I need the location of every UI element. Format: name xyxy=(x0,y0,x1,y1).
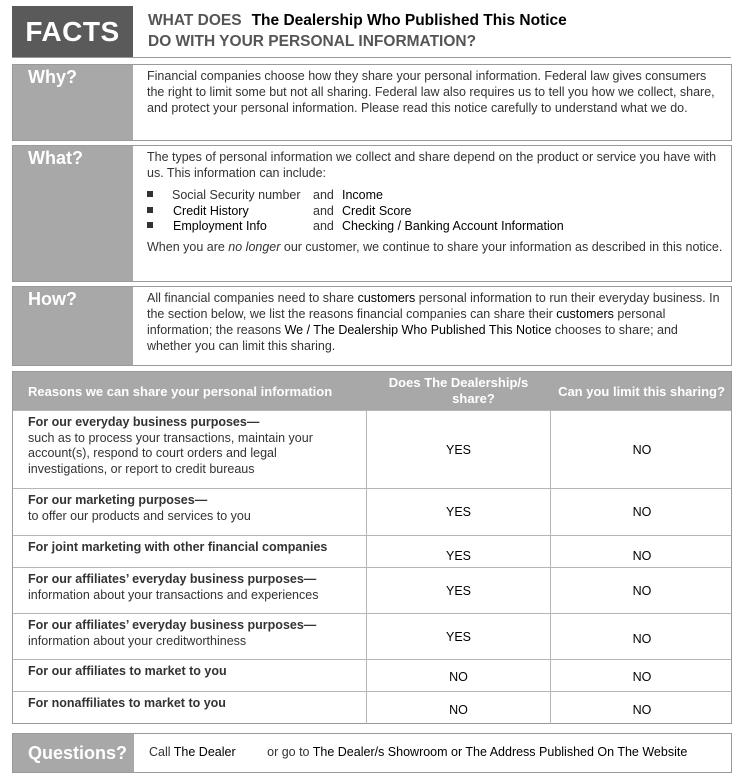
what-intro: The types of personal information we collect and share depend on the product or service you have with us. This information can include: xyxy=(147,150,717,180)
list-item xyxy=(147,218,723,234)
bullet-left: Social Security number xyxy=(172,188,301,202)
list-item xyxy=(147,187,723,203)
how-part4: chooses to share; and whether you can limit this sharing. xyxy=(147,323,678,353)
table-row xyxy=(13,567,731,613)
bullet-left: Credit History xyxy=(173,203,249,218)
facts-label: FACTS xyxy=(12,6,133,57)
goto-fill: The Dealer/s Showroom or The Address Published On The Website xyxy=(312,745,688,759)
bullet-square-icon xyxy=(147,207,153,213)
header-dealer-name: The Dealership Who Published This Notice xyxy=(251,12,567,29)
share-cell: YES xyxy=(366,536,550,567)
share-cell: YES xyxy=(366,489,550,535)
closing-prefix: When you are xyxy=(147,239,229,254)
sharing-reasons-table xyxy=(12,371,732,724)
share-cell: NO xyxy=(366,660,550,691)
limit-cell: NO xyxy=(550,568,733,613)
header-does-share xyxy=(367,375,550,407)
bullet-joiner: and xyxy=(313,219,334,233)
header-reason: Reasons we can share your personal information xyxy=(28,384,333,399)
share-cell: YES xyxy=(366,411,550,488)
how-fill-customers: customers xyxy=(556,307,614,321)
table-row xyxy=(13,410,731,488)
bullet-joiner: and xyxy=(313,188,334,202)
reason-title: For our affiliates’ everyday business purposes— xyxy=(28,572,317,586)
notice-header xyxy=(12,6,731,58)
why-label: Why? xyxy=(13,65,133,140)
goto-prefix: or go to xyxy=(267,745,310,759)
call-fill: The Dealer xyxy=(173,745,236,759)
reason-cell xyxy=(28,493,358,524)
bullet-square-icon xyxy=(147,222,153,228)
how-part2: personal information to run their everyday business. In the section below, we list the reasons financial companies can share their xyxy=(147,291,720,321)
reason-title: For our marketing purposes— xyxy=(28,493,208,507)
header-can-limit: Can you limit this sharing? xyxy=(558,384,725,399)
reason-cell xyxy=(28,618,358,649)
reason-title: For nonaffiliates to market to you xyxy=(28,696,226,710)
table-row xyxy=(13,691,731,724)
how-text xyxy=(134,287,731,365)
how-section xyxy=(12,286,732,366)
bullet-joiner: and xyxy=(313,203,334,218)
how-part1: All financial companies need to share xyxy=(147,291,355,305)
how-fill-customers: customers xyxy=(357,291,416,305)
reason-detail: such as to process your transactions, maintain your account(s), respond to court orders and legal investigations, or report to credit bureaus xyxy=(28,430,313,476)
reason-detail: to offer our products and services to you xyxy=(28,508,251,523)
limit-cell: NO xyxy=(550,692,733,724)
share-cell: NO xyxy=(366,692,550,724)
what-bullet-list xyxy=(147,187,723,234)
reason-detail: information about your creditworthiness xyxy=(28,633,247,648)
reason-cell xyxy=(28,572,358,603)
header-does-suffix: share? xyxy=(452,391,495,406)
reason-cell xyxy=(28,415,358,477)
reason-title: For joint marketing with other financial companies xyxy=(28,540,328,554)
why-text: Financial companies choose how they share your personal information. Federal law gives consumers the right to limit some but not all sharing. Federal law also requires us to tell you how we collect, share, and protect your personal information. Please read this notice carefully to understand what we do. xyxy=(147,69,715,115)
list-item xyxy=(147,203,723,219)
reason-cell xyxy=(28,540,358,556)
questions-contact xyxy=(149,745,687,759)
what-body xyxy=(134,146,731,281)
reason-title: For our affiliates to market to you xyxy=(28,664,227,678)
closing-italic: no longer xyxy=(228,239,281,254)
share-cell: YES xyxy=(366,568,550,613)
closing-suffix: our customer, we continue to share your information as described in this notice. xyxy=(280,239,723,254)
limit-cell: NO xyxy=(550,489,733,535)
how-fill-company: We / The Dealership Who Published This Notice xyxy=(284,323,552,337)
how-label: How? xyxy=(13,287,133,365)
table-header xyxy=(13,372,731,410)
reason-title: For our affiliates’ everyday business purposes— xyxy=(28,618,317,632)
table-row xyxy=(13,535,731,567)
header-does-fill: The Dealership/s xyxy=(424,375,529,390)
bullet-square-icon xyxy=(147,191,153,197)
how-part3: personal information; the reasons xyxy=(147,307,666,337)
why-section xyxy=(12,64,732,141)
limit-cell: NO xyxy=(550,660,733,691)
limit-cell: NO xyxy=(550,411,733,488)
reason-cell xyxy=(28,696,358,712)
table-row xyxy=(13,613,731,659)
what-label: What? xyxy=(13,146,133,281)
header-title xyxy=(148,10,567,52)
what-closing xyxy=(147,239,723,255)
limit-cell: NO xyxy=(550,536,733,567)
call-prefix: Call xyxy=(149,745,171,759)
questions-label: Questions? xyxy=(13,734,134,772)
header-does-prefix: Does xyxy=(388,375,421,390)
reason-detail: information about your transactions and experiences xyxy=(28,587,319,602)
header-line2: DO WITH YOUR PERSONAL INFORMATION? xyxy=(148,33,477,50)
reason-title: For our everyday business purposes— xyxy=(28,415,260,429)
share-cell: YES xyxy=(366,614,550,659)
questions-section xyxy=(12,733,732,773)
limit-cell: NO xyxy=(550,614,733,659)
table-row xyxy=(13,659,731,691)
reason-cell xyxy=(28,664,358,680)
header-line1-prefix: WHAT DOES xyxy=(148,12,242,29)
bullet-right: Credit Score xyxy=(342,203,412,218)
bullet-right: Income xyxy=(342,188,383,202)
what-section xyxy=(12,145,732,282)
table-row xyxy=(13,488,731,535)
bullet-left: Employment Info xyxy=(173,219,267,233)
bullet-right: Checking / Banking Account Information xyxy=(342,219,564,233)
